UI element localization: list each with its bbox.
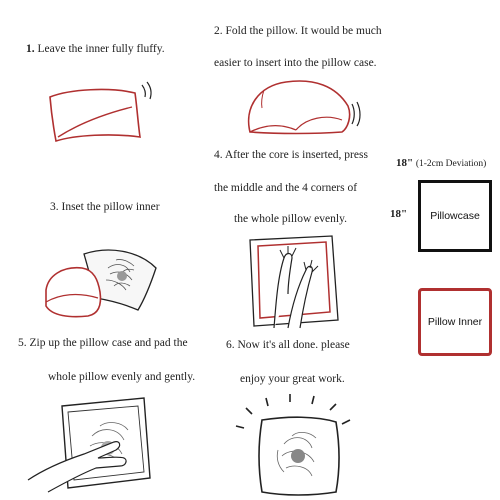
height-label: 18" <box>390 208 408 220</box>
step-5-line-2: whole pillow evenly and gently. <box>48 371 196 383</box>
hands-pressing-icon <box>240 232 350 332</box>
step-5-line-1: 5. Zip up the pillow case and pad the <box>18 337 188 349</box>
pillowcase-label: Pillowcase <box>430 210 480 222</box>
step-1-text: 1. Leave the inner fully fluffy. <box>26 43 165 55</box>
step-2-line-2: easier to insert into the pillow case. <box>214 57 377 69</box>
step-6-line-1: 6. Now it's all done. please <box>226 339 350 351</box>
size-width-row <box>396 156 486 171</box>
step-4-line-1: 4. After the core is inserted, press <box>214 149 368 161</box>
pillow-inner-icon <box>40 75 160 145</box>
step-6-line-2: enjoy your great work. <box>240 373 345 385</box>
step-2-line-1: 2. Fold the pillow. It would be much <box>214 25 382 37</box>
pillowcase-box <box>418 180 492 252</box>
step-4-line-2: the middle and the 4 corners of <box>214 182 358 194</box>
hand-smoothing-icon <box>26 396 166 496</box>
pillow-inner-box <box>418 288 492 356</box>
deviation-note: (1-2cm Deviation) <box>415 159 487 169</box>
inserting-pillow-icon <box>38 240 168 320</box>
step-4-line-3: the whole pillow evenly. <box>234 213 347 225</box>
width-label: 18" <box>396 157 414 169</box>
folded-pillow-icon <box>236 68 366 143</box>
pillow-inner-label: Pillow Inner <box>427 316 483 328</box>
step-3-text: 3. Inset the pillow inner <box>50 201 160 213</box>
finished-pillow-icon <box>232 394 362 498</box>
